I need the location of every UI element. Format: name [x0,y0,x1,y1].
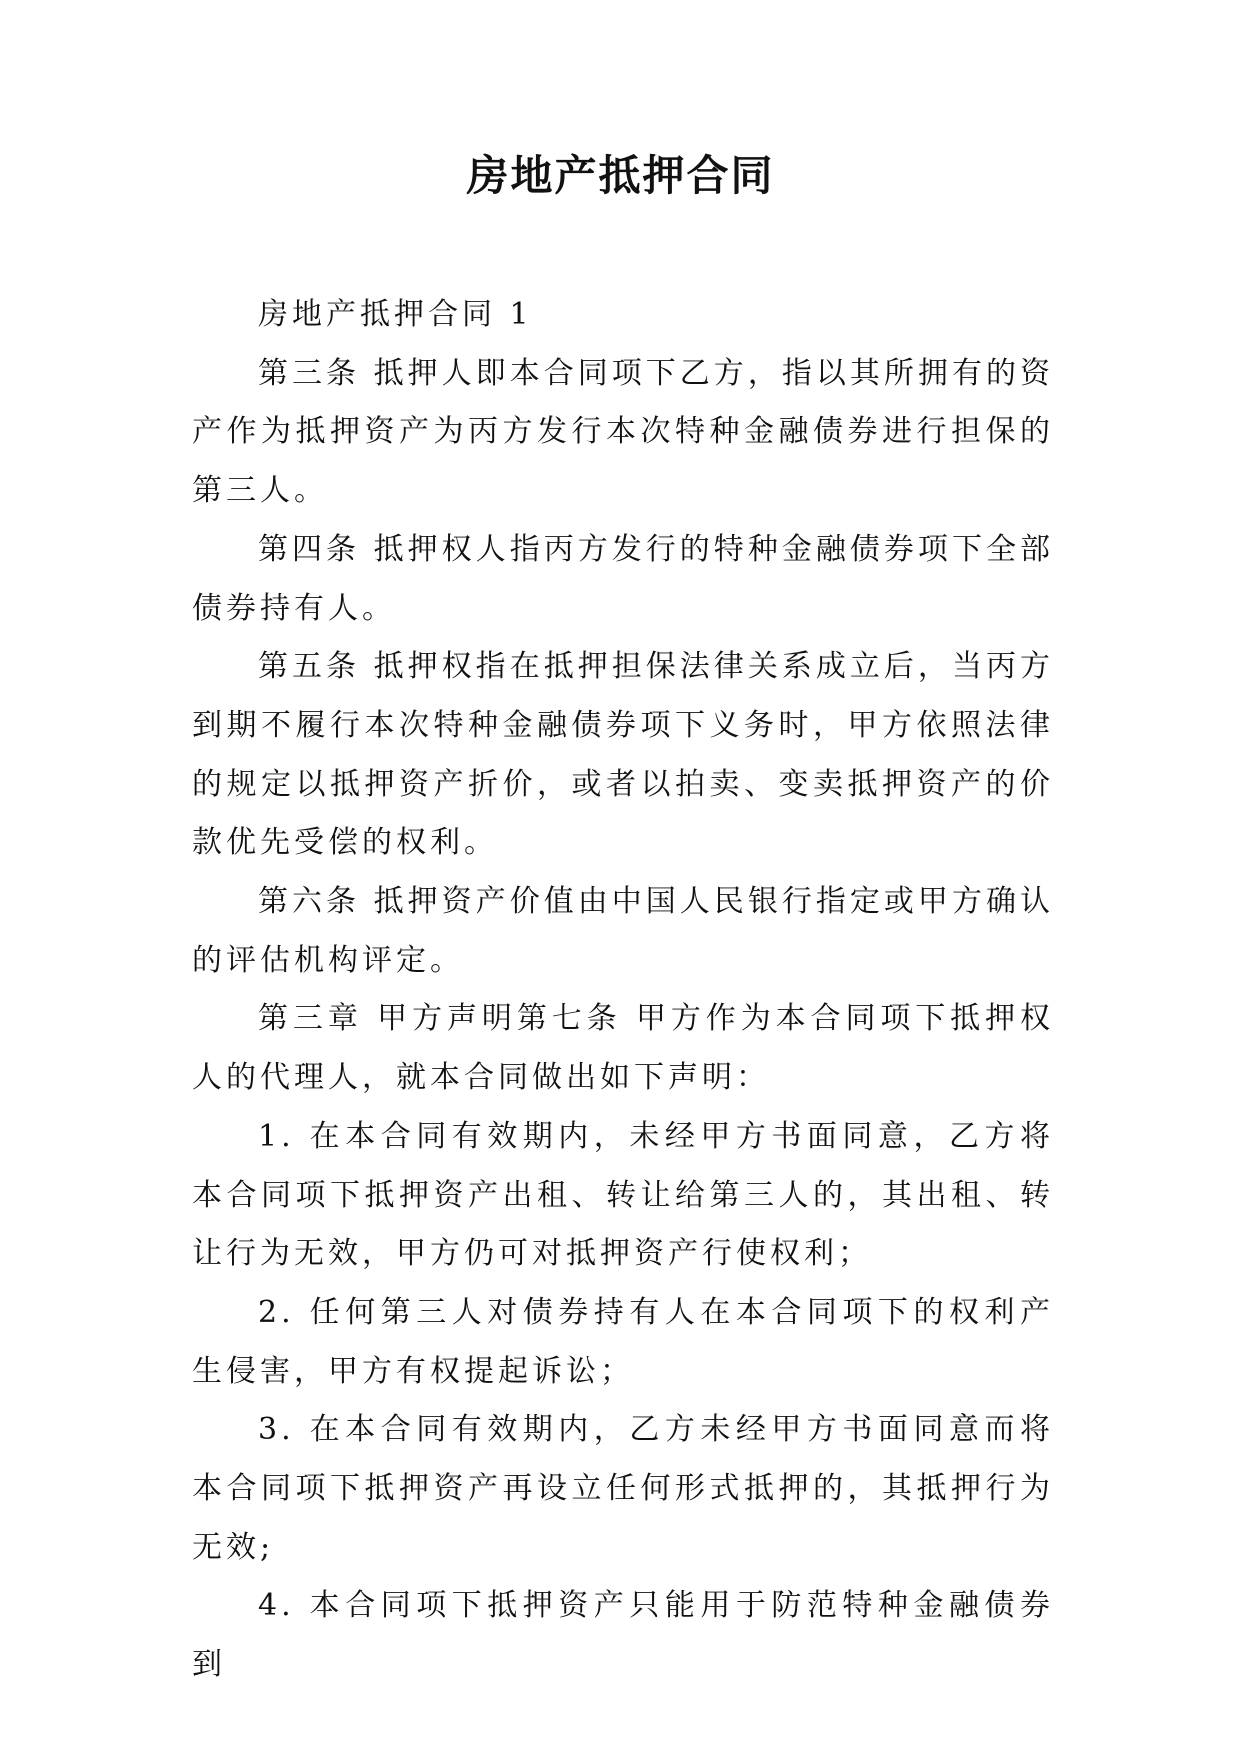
paragraph: 第三条 抵押人即本合同项下乙方，指以其所拥有的资产作为抵押资产为丙方发行本次特种金融债券进行担保的第三人。 [192,355,1054,509]
paragraph: 第六条 抵押资产价值由中国人民银行指定或甲方确认的评估机构评定。 [192,884,1054,978]
paragraph: 1. 在本合同有效期内，未经甲方书面同意，乙方将本合同项下抵押资产出租、转让给第三人的，其出租、转让行为无效，甲方仍可对抵押资产行使权利； [192,1118,1054,1272]
paragraph: 4. 本合同项下抵押资产只能用于防范特种金融债券到 [192,1588,1054,1683]
paragraph: 第三章 甲方声明第七条 甲方作为本合同项下抵押权人的代理人，就本合同做出如下声明： [192,1001,1054,1096]
document-title: 房地产抵押合同 [466,151,775,200]
paragraph: 第五条 抵押权指在抵押担保法律关系成立后，当丙方到期不履行本次特种金融债券项下义务时，甲方依照法律的规定以抵押资产折价，或者以拍卖、变卖抵押资产的价款优先受偿的权利。 [192,649,1054,861]
paragraph: 3. 在本合同有效期内，乙方未经甲方书面同意而将本合同项下抵押资产再设立任何形式抵押的，其抵押行为无效; [192,1412,1054,1565]
paragraph: 第四条 抵押权人指丙方发行的特种金融债券项下全部债券持有人。 [192,531,1054,626]
paragraph: 房地产抵押合同 1 [258,297,533,332]
paragraph: 2. 任何第三人对债券持有人在本合同项下的权利产生侵害，甲方有权提起诉讼； [192,1294,1054,1389]
document-body [192,286,1054,1695]
